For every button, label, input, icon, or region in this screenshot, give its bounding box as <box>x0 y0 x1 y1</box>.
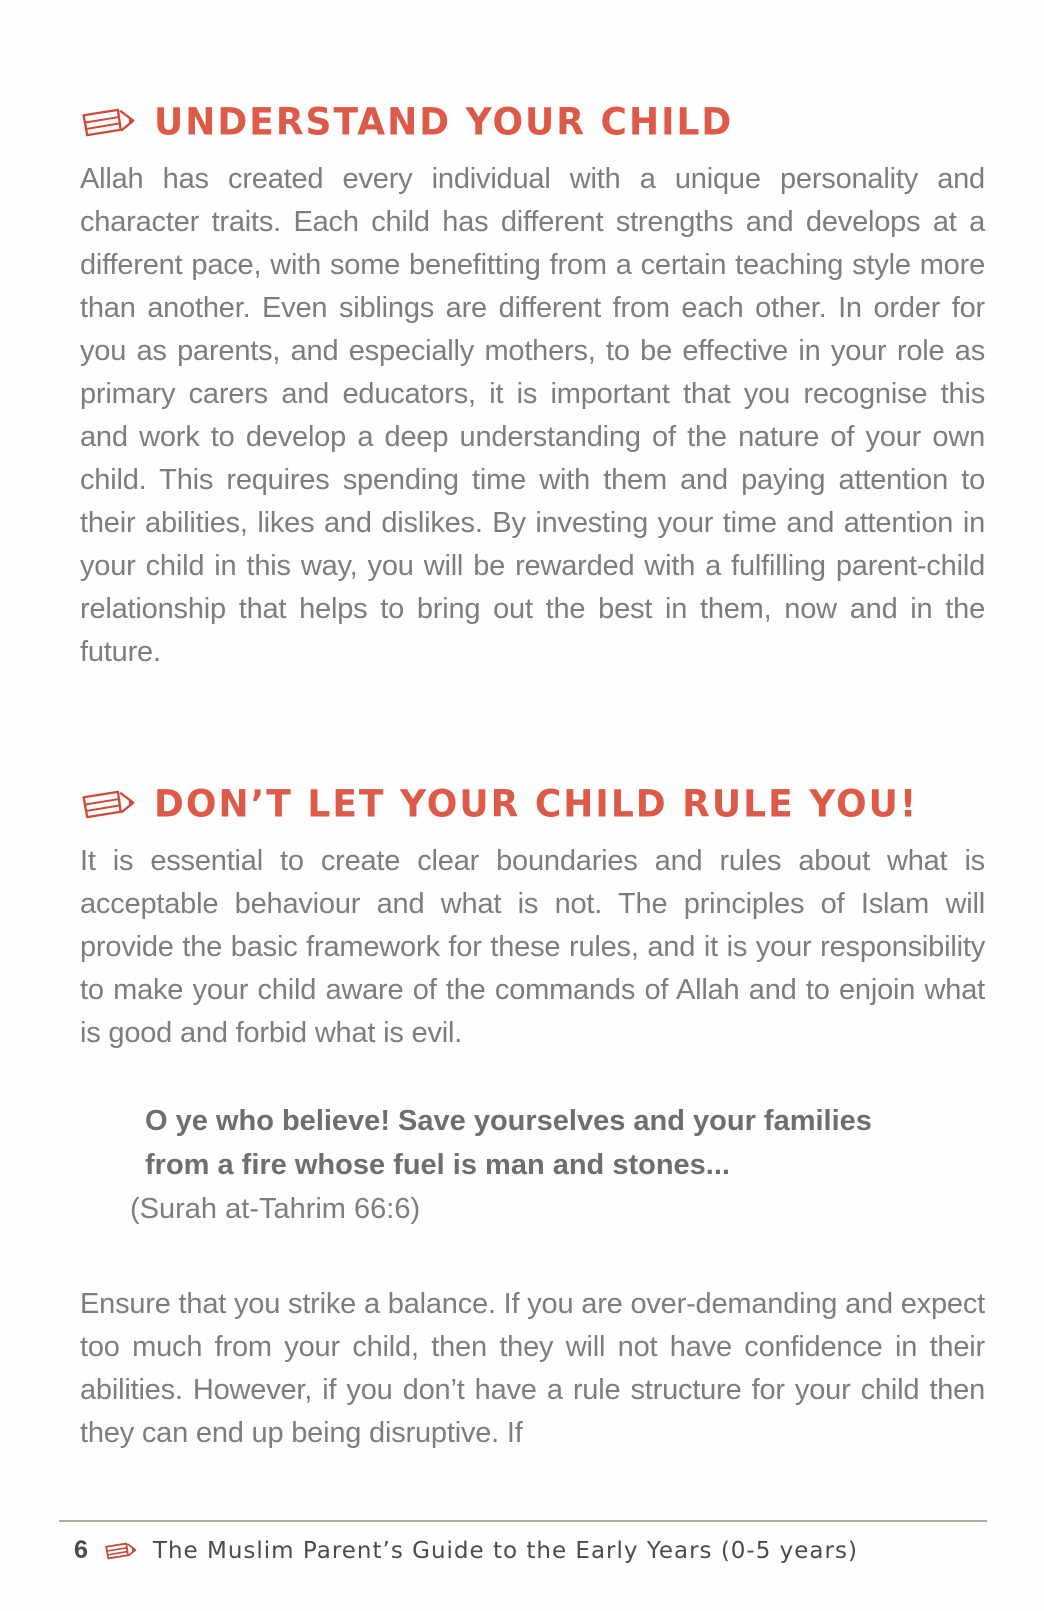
pencil-icon <box>80 106 136 139</box>
section-dont-let-your-child-rule-you <box>80 780 985 1455</box>
page-number: 6 <box>74 1536 88 1564</box>
body-paragraph: It is essential to create clear boundaries and rules about what is acceptable behaviour and what is not. The principles of Islam will provide the basic framework for these rules, and it is your responsibility to make your child aware of the commands of Allah and to enjoin what is good and forbid what is evil. <box>80 845 985 1049</box>
quote-citation: (Surah at-Tahrim 66:6) <box>130 1193 421 1225</box>
body-paragraph: Allah has created every individual with a unique personality and character traits. Each child has different strengths and develops at a different pace, with some benefitting from a certain teaching style more than another. Even siblings are different from each other. In order for you as parents, and especially mothers, to be effective in your role as primary carers and educators, it is important that you recognise this and work to develop a deep understanding of the nature of your own child. This requires spending time with them and paying attention to their abilities, likes and dislikes. By investing your time and attention in your child in this way, you will be rewarded with a fulfilling parent-child relationship that helps to bring out the best in them, now and in the future. <box>80 163 985 668</box>
body-paragraph: Ensure that you strike a balance. If you are over-demanding and expect too much from your child, then they will not have confidence in their abilities. However, if you don’t have a rule structure for your child then they can end up being disruptive. If <box>80 1288 985 1449</box>
pencil-icon <box>80 788 136 821</box>
footer-divider <box>59 1520 987 1522</box>
quote-text: O ye who believe! Save yourselves and your families from a fire whose fuel is man and stones... <box>145 1105 872 1181</box>
pencil-icon <box>104 1541 137 1561</box>
section-heading: UNDERSTAND YOUR CHILD <box>154 100 734 144</box>
section-heading: DON’T LET YOUR CHILD RULE YOU! <box>154 782 919 826</box>
section-heading-row <box>80 98 985 146</box>
footer-book-title: The Muslim Parent’s Guide to the Early Years (0-5 years) <box>152 1537 858 1564</box>
page-footer <box>74 1536 858 1565</box>
section-understand-your-child <box>80 98 985 674</box>
section-heading-row <box>80 780 985 828</box>
quran-quote-block <box>130 1099 985 1231</box>
